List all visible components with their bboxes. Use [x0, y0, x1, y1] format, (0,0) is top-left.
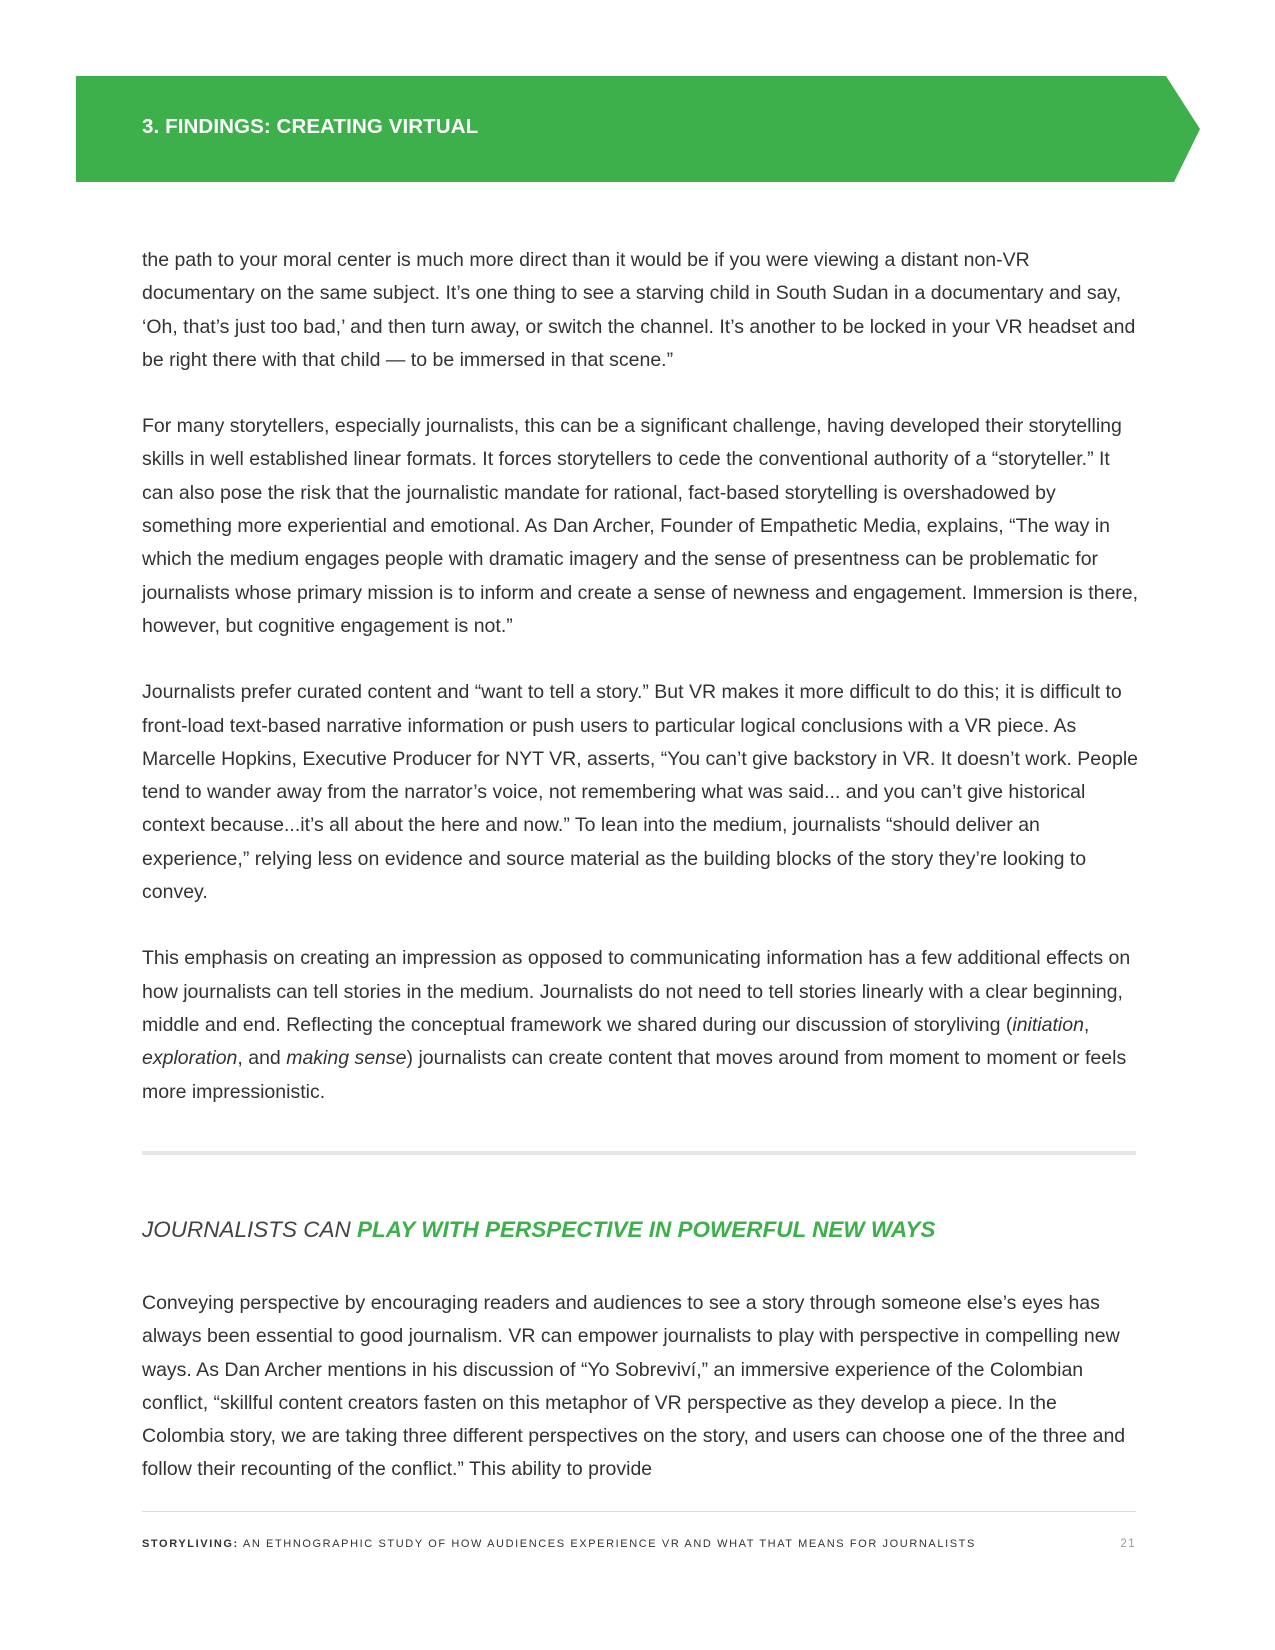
section-banner [76, 76, 1200, 182]
body-text [142, 244, 1140, 1142]
term-making-sense: making sense [286, 1047, 407, 1070]
paragraph: Journalists prefer curated content and “want to tell a story.” But VR makes it more difficult to do this; it is difficult to front-load text-based narrative information or push users to particular logical conclusions with a VR piece. As Marcelle Hopkins, Executive Producer for NYT VR, asserts, “You can’t give backstory in VR. It doesn’t work. People tend to wander away from the narrator’s voice, not remembering what was said... and you can’t give historical context because...it’s all about the here and now.” To lean into the medium, journalists “should deliver an experience,” relying less on evidence and source material as the building blocks of the story they’re looking to convey. [142, 681, 1139, 904]
paragraph-text: This emphasis on creating an impression as opposed to communicating information has a few additional effects on how journalists can tell stories in the medium. Journalists do not need to tell stories linearly with a clear beginning, middle and end. Reflecting the conceptual framework we shared during our discussion of storyliving ( [142, 947, 1131, 1036]
running-footer [142, 1538, 976, 1550]
body-text-continued [142, 1287, 1140, 1487]
term-initiation: initiation [1012, 1013, 1084, 1036]
footer-divider [142, 1511, 1136, 1512]
page-number: 21 [1120, 1538, 1136, 1550]
subheading-lead: JOURNALISTS CAN [142, 1217, 358, 1242]
section-divider [142, 1151, 1136, 1155]
paragraph-text: ) journalists can create content that moves around from moment to moment or feels more impressionistic. [142, 1047, 1127, 1103]
paragraph [142, 942, 1140, 1108]
footer-brand: STORYLIVING: [142, 1538, 239, 1550]
separator: , and [237, 1047, 287, 1070]
subheading-accent: PLAY WITH PERSPECTIVE IN POWERFUL NEW WAYS [357, 1217, 936, 1242]
paragraph: Conveying perspective by encouraging readers and audiences to see a story through someone else’s eyes has always been essential to good journalism. VR can empower journalists to play with perspective in compelling new ways. As Dan Archer mentions in his discussion of “Yo Sobreviví,” an immersive experience of the Colombian conflict, “skillful content creators fasten on this metaphor of VR perspective as they develop a piece. In the Colombia story, we are taking three different perspectives on the story, and users can choose one of the three and follow their recounting of the conflict.” This ability to provide [142, 1292, 1126, 1481]
separator: , [1083, 1013, 1090, 1036]
section-title: 3. FINDINGS: CREATING VIRTUAL [142, 115, 479, 138]
paragraph: For many storytellers, especially journalists, this can be a significant challenge, having developed their storytelling skills in well established linear formats. It forces storytellers to cede the conventional authority of a “storyteller.” It can also pose the risk that the journalistic mandate for rational, fact-based storytelling is overshadowed by something more experiential and emotional. As Dan Archer, Founder of Empathetic Media, explains, “The way in which the medium engages people with dramatic imagery and the sense of presentness can be problematic for journalists whose primary mission is to inform and create a sense of newness and engagement. Immersion is there, however, but cognitive engagement is not.” [142, 415, 1139, 637]
term-exploration: exploration [142, 1047, 238, 1070]
footer-subtitle: AN ETHNOGRAPHIC STUDY OF HOW AUDIENCES EXPERIENCE VR AND WHAT THAT MEANS FOR JOURNALISTS [238, 1538, 976, 1550]
subsection-heading [142, 1217, 935, 1243]
paragraph: the path to your moral center is much more direct than it would be if you were viewing a distant non-VR documentary on the same subject. It’s one thing to see a starving child in South Sudan in a documentary and say, ‘Oh, that’s just too bad,’ and then turn away, or switch the channel. It’s another to be locked in your VR headset and be right there with that child — to be immersed in that scene.” [142, 249, 1136, 371]
